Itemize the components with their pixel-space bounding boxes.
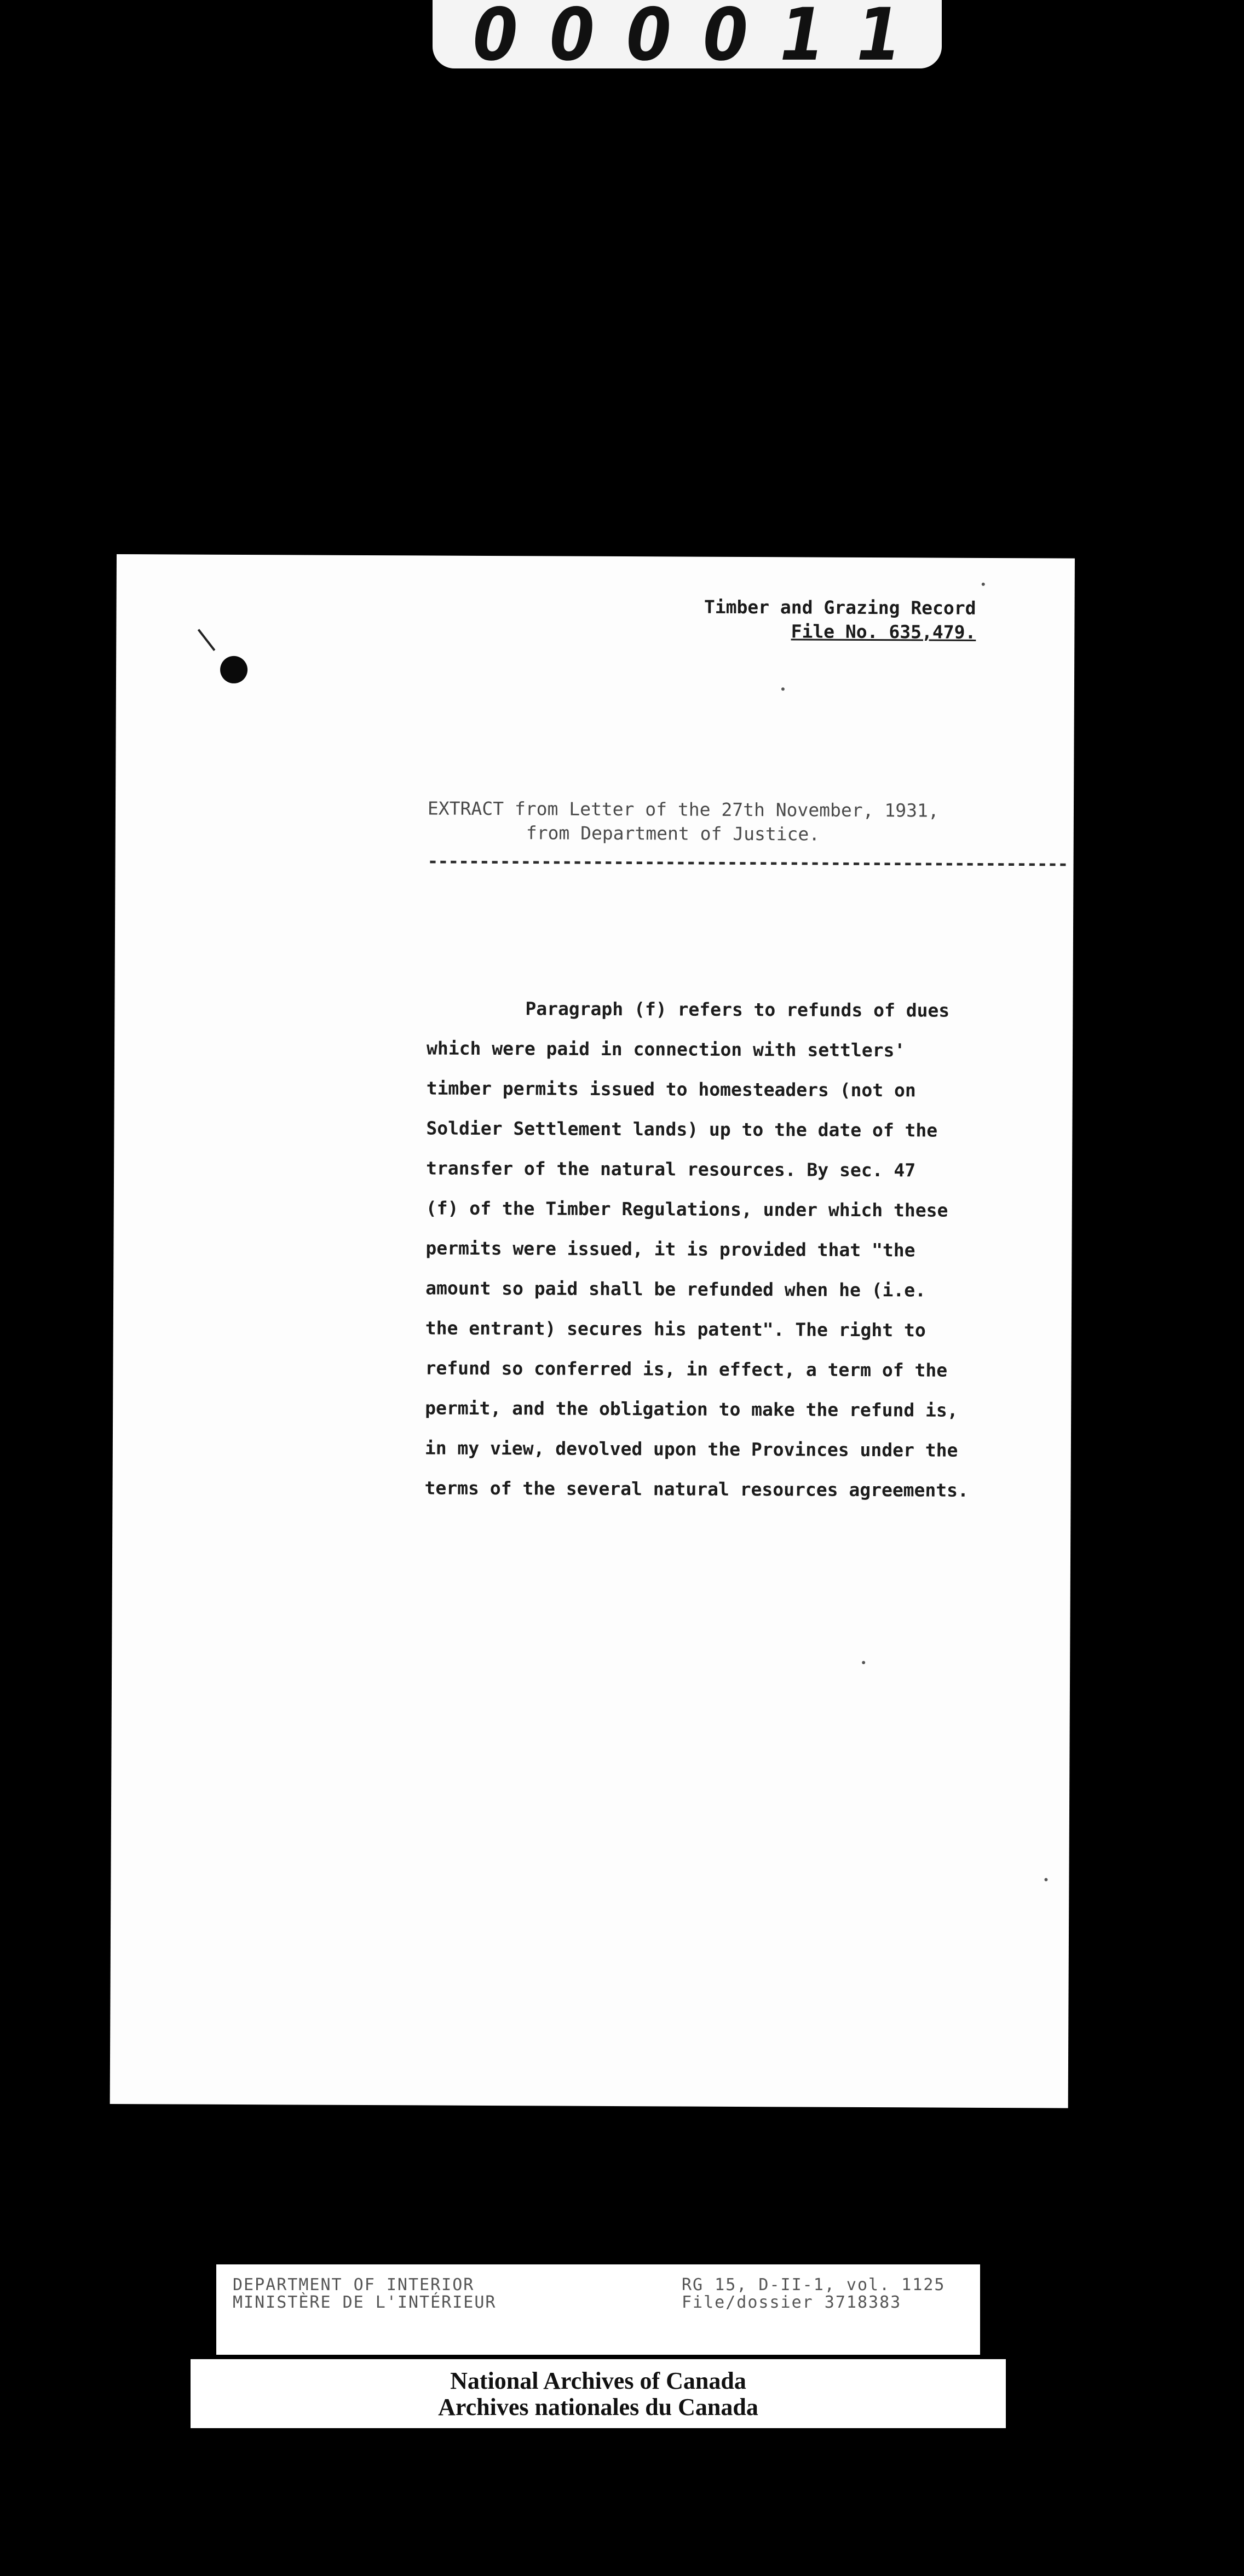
extract-line-2: from Department of Justice. (526, 822, 820, 845)
department-name (233, 2276, 496, 2312)
body-line: refund so conferred is, in effect, a term of the (425, 1357, 948, 1381)
frame-number-strip (433, 0, 942, 77)
record-title: Timber and Grazing Record (704, 596, 976, 619)
body-line: terms of the several natural resources agreements. (424, 1477, 969, 1501)
archives-name-fr: Archives nationales du Canada (438, 2394, 758, 2420)
archive-file: File/dossier 3718383 (682, 2293, 902, 2312)
body-line: the entrant) secures his patent". The right to (425, 1317, 926, 1341)
body-line: (f) of the Timber Regulations, under which these (425, 1197, 948, 1221)
body-line: amount so paid shall be refunded when he (i.e. (425, 1277, 926, 1301)
record-header (704, 595, 976, 645)
frame-number: 000011 (473, 0, 934, 77)
speck (1044, 1878, 1047, 1881)
punch-hole (220, 656, 247, 683)
archives-label (189, 2358, 1007, 2430)
body-line: transfer of the natural resources. By sec. 47 (426, 1157, 916, 1181)
body-line: Soldier Settlement lands) up to the date of the (426, 1117, 938, 1141)
body-line: which were paid in connection with settlers' (426, 1037, 906, 1061)
department-name-fr: MINISTÈRE DE L'INTÉRIEUR (233, 2293, 497, 2312)
pen-mark (198, 629, 216, 651)
speck (781, 687, 785, 691)
body-line: Paragraph (f) refers to refunds of dues (525, 998, 950, 1021)
dashed-rule: -------------------------------------------------------------- (427, 850, 1068, 875)
extract-line-1: EXTRACT from Letter of the 27th November, 1931, (427, 797, 939, 821)
body-line: permits were issued, it is provided that "the (425, 1237, 915, 1261)
body-line: permit, and the obligation to make the refund is, (425, 1397, 958, 1421)
speck (862, 1661, 865, 1664)
speck (982, 583, 985, 586)
archive-volume: RG 15, D-II-1, vol. 1125 (682, 2275, 946, 2295)
body-line: in my view, devolved upon the Provinces under the (424, 1437, 958, 1461)
department-label (216, 2264, 980, 2355)
archives-name-en: National Archives of Canada (450, 2367, 746, 2394)
extract-header (427, 796, 1068, 876)
department-name-en: DEPARTMENT OF INTERIOR (233, 2275, 475, 2295)
record-file-number: File No. 635,479. (791, 620, 976, 643)
archive-reference (682, 2276, 945, 2312)
document-page (110, 554, 1075, 2108)
body-line: timber permits issued to homesteaders (not on (426, 1077, 916, 1101)
body-paragraph (424, 988, 1040, 1510)
